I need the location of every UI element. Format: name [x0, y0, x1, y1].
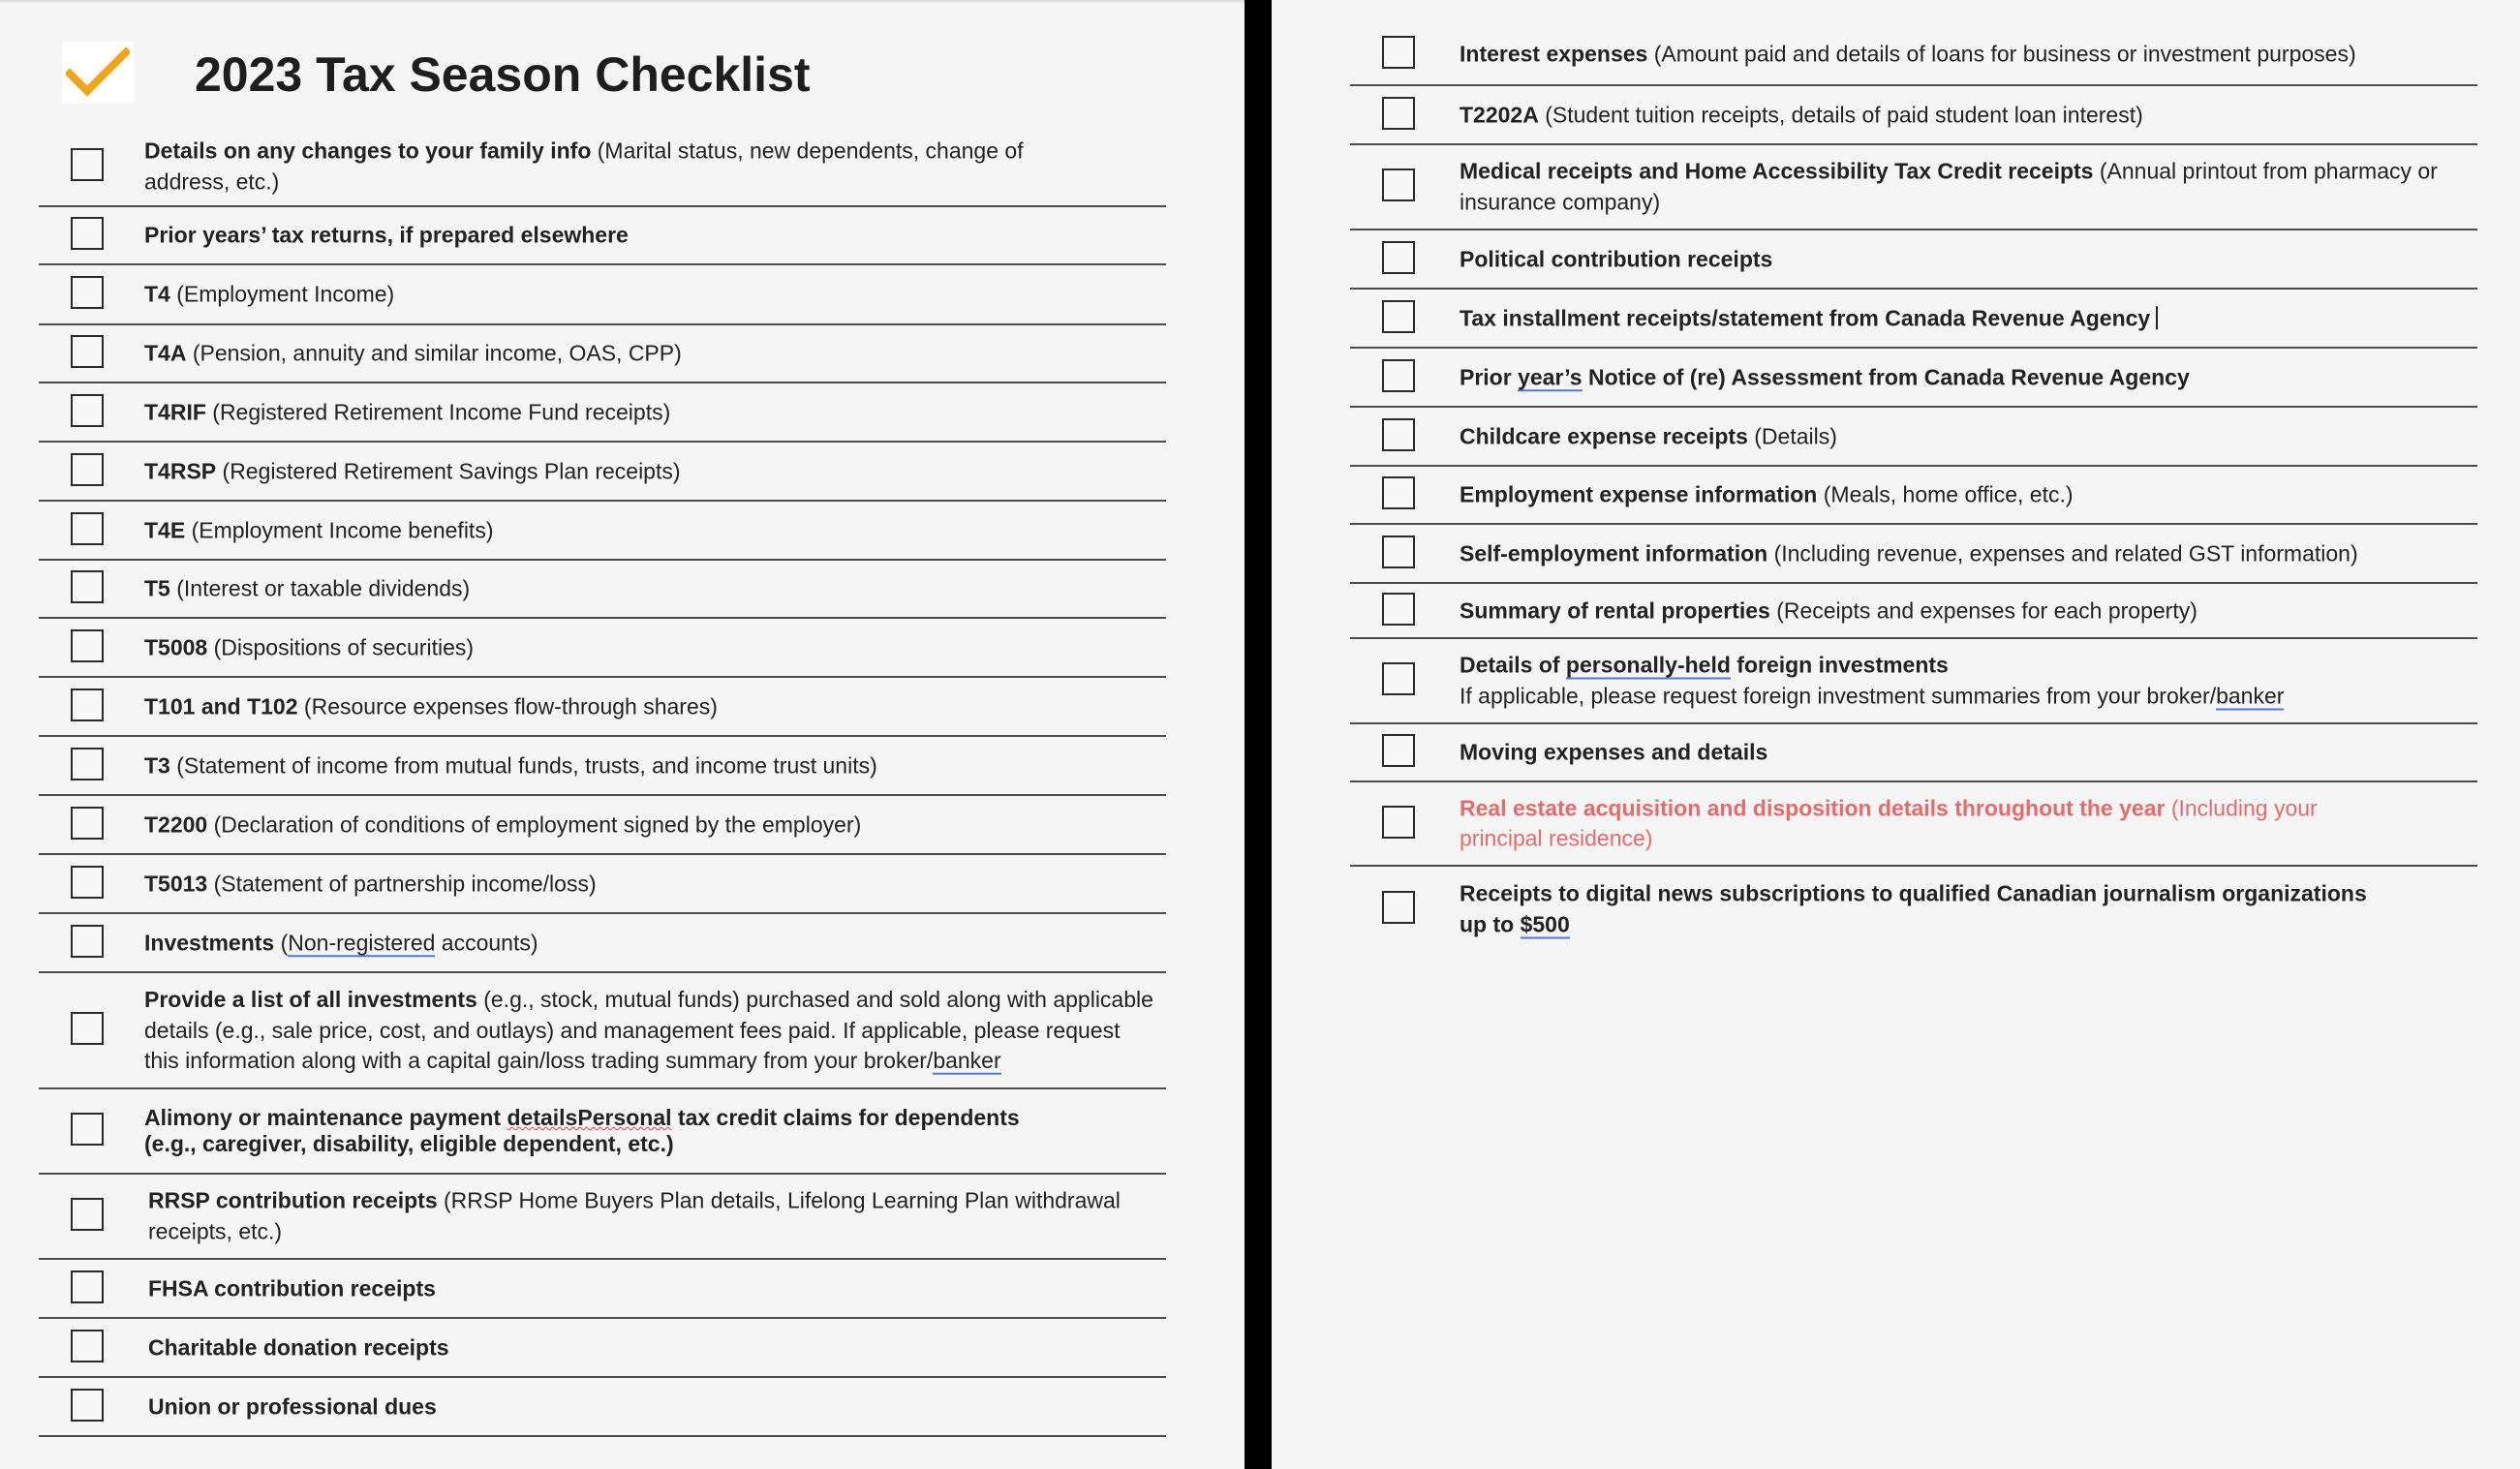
item-text: T4RSP (Registered Retirement Savings Plan receipts): [144, 457, 681, 483]
list-item: [39, 619, 1166, 678]
list-item: [1350, 724, 2477, 782]
spelling-link: year’s: [1518, 363, 1583, 389]
item-text: Moving expenses and details: [1460, 739, 1768, 765]
checkbox[interactable]: [71, 276, 104, 309]
checkbox[interactable]: [71, 866, 104, 899]
list-item: [1350, 86, 2477, 145]
list-item: [39, 914, 1166, 973]
list-item: [1350, 290, 2477, 349]
list-item: [39, 1260, 1166, 1319]
item-text: T5013 (Statement of partnership income/loss): [144, 870, 597, 896]
spelling-link: $500: [1520, 911, 1570, 936]
checkbox[interactable]: [71, 453, 104, 486]
list-item: [1350, 23, 2477, 86]
checkbox[interactable]: [71, 1198, 104, 1231]
list-item: [39, 325, 1166, 383]
item-text: Union or professional dues: [148, 1392, 437, 1419]
checkbox[interactable]: [71, 1389, 104, 1422]
item-text: Alimony or maintenance payment detailsPersonal tax credit claims for dependents (e.g., caregiver, disability, eligible dependent, etc.): [144, 1105, 1020, 1156]
list-item: [39, 443, 1166, 502]
item-text: T2200 (Declaration of conditions of employment signed by the employer): [144, 811, 862, 837]
page-title: 2023 Tax Season Checklist: [195, 47, 811, 102]
list-item: [39, 1089, 1166, 1175]
list-item: [39, 502, 1166, 561]
text-caret: [2156, 306, 2158, 329]
checkbox[interactable]: [1382, 806, 1415, 839]
item-text: Receipts to digital news subscriptions to qualified Canadian journalism organizations up to $500: [1460, 880, 2367, 936]
item-text: Details on any changes to your family info (Marital status, new dependents, change of address, etc.): [144, 138, 1024, 194]
list-item: [1350, 230, 2477, 290]
item-text: T4 (Employment Income): [144, 281, 395, 307]
item-text: Provide a list of all investments (e.g., stock, mutual funds) purchased and sold along with applicable details (e.g., sale price, cost, and outlays) and management fees paid. If applicable, please request this information along with a capital gain/loss trading summary from your broker/banker: [144, 986, 1153, 1073]
checkbox[interactable]: [71, 689, 104, 721]
checkbox[interactable]: [1382, 418, 1415, 451]
item-text: T2202A (Student tuition receipts, details of paid student loan interest): [1460, 101, 2143, 127]
item-text: Medical receipts and Home Accessibility Tax Credit receipts (Annual printout from pharmacy or insurance company): [1460, 158, 2438, 214]
spelling-error: detailsPersonal: [507, 1105, 672, 1130]
list-item: [39, 678, 1166, 737]
checkbox[interactable]: [71, 1113, 104, 1146]
left-page: [0, 0, 1245, 1469]
item-text: T5 (Interest or taxable dividends): [144, 575, 471, 601]
checkbox[interactable]: [1382, 662, 1415, 695]
list-item: [39, 737, 1166, 796]
checkbox[interactable]: [71, 925, 104, 958]
list-item: [1350, 782, 2477, 867]
checkbox[interactable]: [1382, 168, 1415, 201]
checkbox[interactable]: [71, 148, 104, 181]
spelling-link: banker: [2216, 683, 2285, 708]
checkbox[interactable]: [1382, 891, 1415, 924]
item-text: Employment expense information (Meals, home office, etc.): [1460, 481, 2074, 507]
checkbox[interactable]: [1382, 97, 1415, 130]
item-text: Interest expenses (Amount paid and details of loans for business or investment purposes): [1460, 40, 2356, 66]
spelling-link: personally-held: [1565, 652, 1731, 678]
checkbox[interactable]: [1382, 300, 1415, 333]
checkbox[interactable]: [1382, 359, 1415, 392]
item-text: T4A (Pension, annuity and similar income, OAS, CPP): [144, 340, 682, 366]
item-text: Summary of rental properties (Receipts and expenses for each property): [1460, 597, 2197, 623]
item-text: Political contribution receipts: [1460, 245, 1773, 271]
list-item: [1350, 867, 2477, 952]
checkbox[interactable]: [1382, 536, 1415, 568]
list-item: [1350, 467, 2477, 525]
list-item: [39, 128, 1166, 207]
item-text: Self-employment information (Including revenue, expenses and related GST information): [1460, 539, 2358, 566]
checkbox[interactable]: [71, 1330, 104, 1362]
checkbox[interactable]: [1382, 734, 1415, 767]
checkbox[interactable]: [71, 1270, 104, 1303]
spelling-link: Non-registered: [288, 929, 436, 955]
list-item: [39, 1319, 1166, 1378]
checkbox[interactable]: [71, 512, 104, 545]
list-item: [39, 1378, 1166, 1437]
checkbox[interactable]: [1382, 593, 1415, 626]
item-text: Tax installment receipts/statement from Canada Revenue Agency: [1460, 303, 2468, 334]
list-item: [39, 1175, 1166, 1260]
item-text: Details of personally-held foreign investments If applicable, please request foreign investment summaries from your broker/banker: [1460, 652, 2285, 708]
checkbox[interactable]: [71, 335, 104, 368]
checkbox[interactable]: [1382, 241, 1415, 274]
item-text: T101 and T102 (Resource expenses flow-through shares): [144, 692, 718, 719]
item-text: Investments (Non-registered accounts): [144, 929, 538, 955]
list-item: [1350, 349, 2477, 408]
list-item: [39, 561, 1166, 619]
page-divider: [1245, 0, 1272, 1469]
list-item: [1350, 145, 2477, 230]
top-shadow: [0, 0, 1245, 4]
checkbox[interactable]: [71, 807, 104, 840]
item-text: RRSP contribution receipts (RRSP Home Buyers Plan details, Lifelong Learning Plan withdrawal receipts, etc.): [148, 1187, 1121, 1243]
checklist-left: [39, 128, 1166, 1437]
item-text: Real estate acquisition and disposition details throughout the year (Including your principal residence): [1460, 795, 2318, 851]
title-row: [62, 39, 1127, 116]
checkbox[interactable]: [71, 394, 104, 427]
list-item: [39, 265, 1166, 325]
checkbox[interactable]: [1382, 476, 1415, 509]
list-item: [39, 855, 1166, 914]
checkbox[interactable]: [71, 748, 104, 780]
checkbox[interactable]: [71, 570, 104, 603]
spelling-link: banker: [933, 1047, 1001, 1073]
item-text: Childcare expense receipts (Details): [1460, 422, 1837, 448]
item-text: FHSA contribution receipts: [148, 1274, 436, 1301]
item-text: T3 (Statement of income from mutual funds, trusts, and income trust units): [144, 751, 877, 778]
checkbox[interactable]: [1382, 36, 1415, 69]
checklist-right: [1350, 23, 2477, 952]
item-text: Prior year’s Notice of (re) Assessment from Canada Revenue Agency: [1460, 363, 2190, 389]
list-item: [39, 796, 1166, 855]
checkbox[interactable]: [71, 217, 104, 250]
list-item: [1350, 584, 2477, 639]
item-text: T5008 (Dispositions of securities): [144, 633, 475, 659]
checkbox[interactable]: [71, 629, 104, 662]
item-text: T4E (Employment Income benefits): [144, 516, 494, 542]
item-text: T4RIF (Registered Retirement Income Fund receipts): [144, 398, 671, 424]
checkbox[interactable]: [71, 1012, 104, 1045]
list-item: [1350, 639, 2477, 724]
list-item: [39, 973, 1166, 1089]
item-text: Charitable donation receipts: [148, 1333, 449, 1360]
list-item: [1350, 408, 2477, 467]
list-item: [1350, 525, 2477, 584]
checkmark-icon: [62, 42, 134, 104]
item-text: Prior years’ tax returns, if prepared elsewhere: [144, 222, 629, 248]
list-item: [39, 383, 1166, 443]
list-item: [39, 207, 1166, 265]
